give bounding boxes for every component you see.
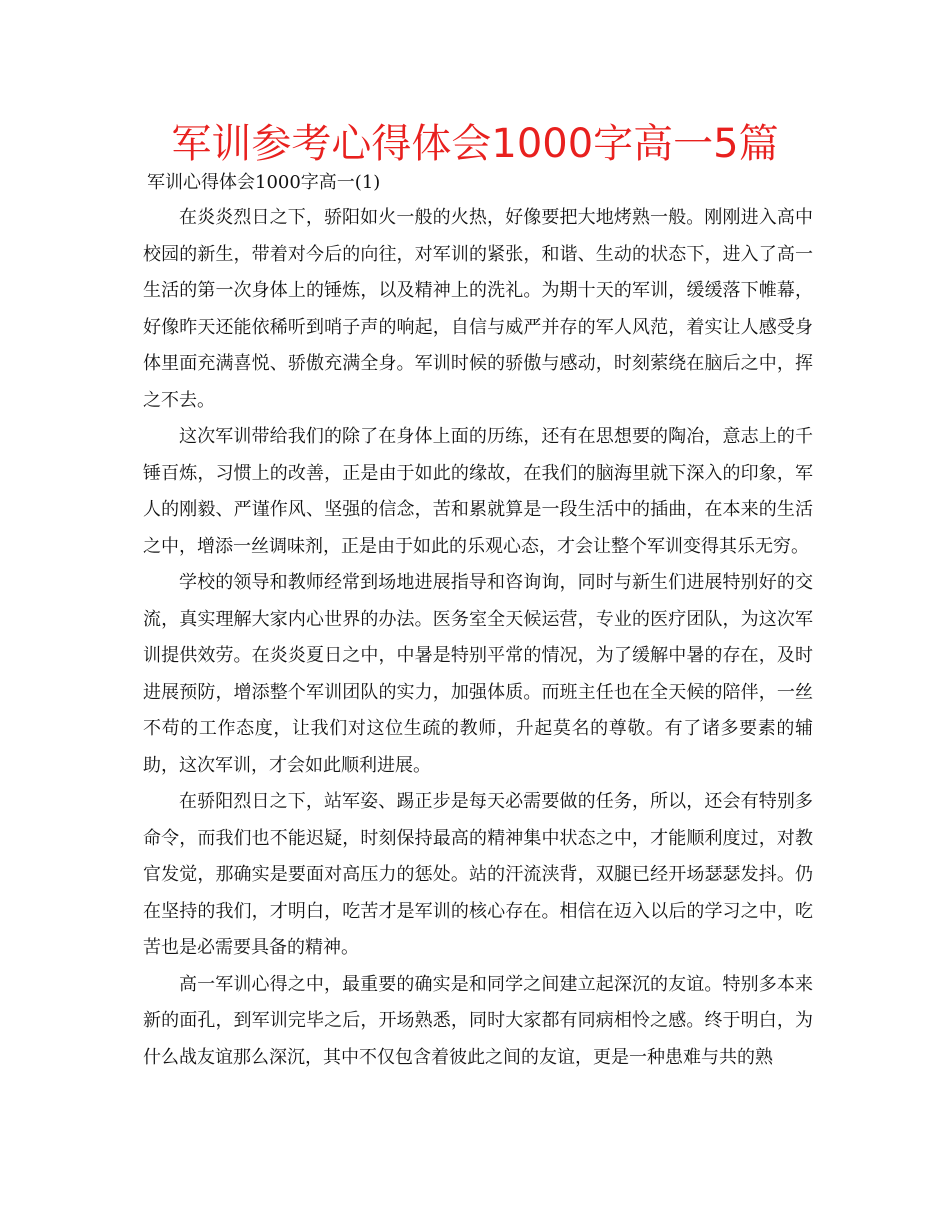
document-title: 军训参考心得体会1000字高一5篇: [171, 121, 779, 167]
paragraph-4: 在骄阳烈日之下，站军姿、踢正步是每天必需要做的任务，所以，还会有特别多命令，而我们也不能迟疑，时刻保持最高的精神集中状态之中，才能顺利度过，对教官发觉，那确实是要面对高压力的惩处。站的汗流浃背，双腿已经开场瑟瑟发抖。仍在坚持的我们，才明白，吃苦才是军训的核心存在。相信在迈入以后的学习之中，吃苦也是必需要具备的精神。: [143, 791, 813, 958]
paragraph-2: 这次军训带给我们的除了在身体上面的历练，还有在思想要的陶冶，意志上的千锤百炼，习惯上的改善，正是由于如此的缘故，在我们的脑海里就下深入的印象，军人的刚毅、严谨作风、坚强的信念，苦和累就算是一段生活中的插曲，在本来的生活之中，增添一丝调味剂，正是由于如此的乐观心态，才会让整个军训变得其乐无穷。: [143, 426, 813, 557]
section-subtitle: 军训心得体会1000字高一(1): [147, 172, 381, 193]
paragraph-3: 学校的领导和教师经常到场地进展指导和咨询询，同时与新生们进展特别好的交流，真实理解大家内心世界的办法。医务室全天候运营，专业的医疗团队，为这次军训提供效劳。在炎炎夏日之中，中暑是特别平常的情况，为了缓解中暑的存在，及时进展预防，增添整个军训团队的实力，加强体质。而班主任也在全天候的陪伴，一丝不苟的工作态度，让我们对这位生疏的教师，升起莫名的尊敬。有了诸多要素的辅助，这次军训，才会如此顺利进展。: [143, 572, 813, 776]
document-body: [143, 166, 813, 1076]
paragraph-1: 在炎炎烈日之下，骄阳如火一般的火热，好像要把大地烤熟一般。刚刚进入高中校园的新生，带着对今后的向往，对军训的紧张，和谐、生动的状态下，进入了高一生活的第一次身体上的锤炼，以及精神上的洗礼。为期十天的军训，缓缓落下帷幕，好像昨天还能依稀听到哨子声的响起，自信与威严并存的军人风范，着实让人感受身体里面充满喜悦、骄傲充满全身。军训时候的骄傲与感动，时刻萦绕在脑后之中，挥之不去。: [143, 207, 813, 411]
paragraph-5: 高一军训心得之中，最重要的确实是和同学之间建立起深沉的友谊。特别多本来新的面孔，到军训完毕之后，开场熟悉，同时大家都有同病相怜之感。终于明白，为什么战友谊那么深沉，其中不仅包含着彼此之间的友谊，更是一种患难与共的熟: [143, 973, 813, 1068]
